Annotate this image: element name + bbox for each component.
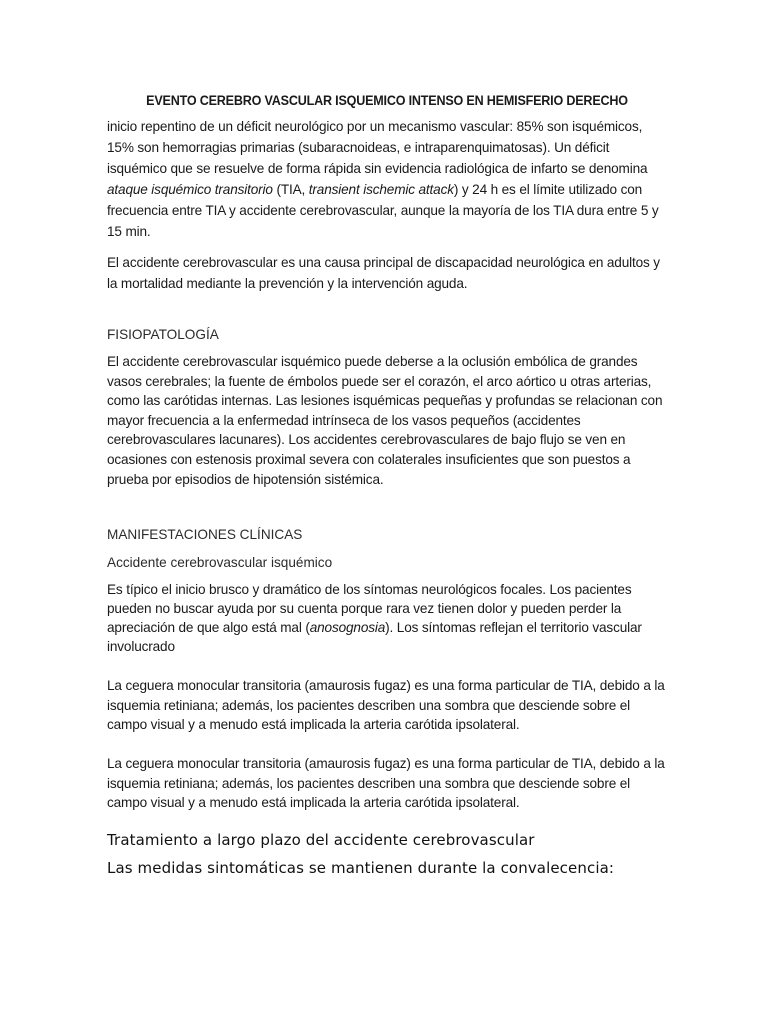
intro-text-2: (TIA, [272, 182, 309, 197]
manif-text-1: Es típico el inicio brusco y dramático de los síntomas neurológicos focales. Los pacientes pueden no buscar ayuda por su cuenta porque rara vez tienen dolor y pueden perder la apreciación de que algo está mal ( [107, 582, 632, 636]
heading-fisiopatologia: FISIOPATOLOGÍA [107, 327, 219, 342]
heading-manifestaciones: MANIFESTACIONES CLÍNICAS [107, 527, 303, 543]
heading-tratamiento: Tratamiento a largo plazo del accidente cerebrovascular [107, 830, 535, 849]
intro-text-1: inicio repentino de un déficit neurológico por un mecanismo vascular: 85% son isquémicos, 15% son hemorragias primarias (subaracnoideas, e intraparenquimatosas). Un déficit isquémico que se resuelve de forma rápida sin evidencia radiológica de infarto se denomina [107, 119, 648, 176]
intro-paragraph [107, 116, 667, 242]
document-title: EVENTO CEREBRO VASCULAR ISQUEMICO INTENSO EN HEMISFERIO DERECHO [146, 93, 628, 108]
subheading-acv-isquemico: Accidente cerebrovascular isquémico [107, 555, 333, 571]
paragraph-manifestaciones [107, 580, 667, 656]
intro-emphasis-1: ataque isquémico transitorio [107, 182, 273, 197]
document-body [107, 92, 667, 879]
intro-text-3: ) y 24 h es el límite utilizado con frecuencia entre TIA y accidente cerebrovascular, aunque la mayoría de los TIA dura entre 5 y 15 min. [107, 182, 659, 239]
paragraph-amaurosis-1: La ceguera monocular transitoria (amaurosis fugaz) es una forma particular de TIA, debido a la isquemia retiniana; además, los pacientes describen una sombra que desciende sobre el campo visual y a menudo está implicada la arteria carótida ipsolateral. [107, 678, 665, 733]
paragraph-amaurosis-2: La ceguera monocular transitoria (amaurosis fugaz) es una forma particular de TIA, debido a la isquemia retiniana; además, los pacientes describen una sombra que desciende sobre el campo visual y a menudo está implicada la arteria carótida ipsolateral. [107, 755, 665, 811]
intro-emphasis-2: transient ischemic attack [308, 182, 454, 197]
manif-emphasis: anosognosia [309, 620, 386, 636]
paragraph-fisiopatologia: El accidente cerebrovascular isquémico puede deberse a la oclusión embólica de grandes vasos cerebrales; la fuente de émbolos puede ser el corazón, el arco aórtico u otras arterias, como las carótidas internas. Las lesiones isquémicas pequeñas y profundas se relacionan con mayor frecuencia a la enfermedad intrínseca de los vasos pequeños (accidentes cerebrovasculares lacunares). Los accidentes cerebrovasculares de bajo flujo se ven en ocasiones con estenosis proximal severa con colaterales insuficientes que son puestos a prueba por episodios de hipotensión sistémica. [107, 354, 663, 487]
manif-text-2: ). Los síntomas reflejan el territorio vascular involucrado [107, 620, 642, 655]
paragraph-discapacidad: El accidente cerebrovascular es una causa principal de discapacidad neurológica en adultos y la mortalidad mediante la prevención y la intervención aguda. [107, 255, 660, 291]
line-medidas-sintomaticas: Las medidas sintomáticas se mantienen durante la convalecencia: [107, 858, 615, 877]
